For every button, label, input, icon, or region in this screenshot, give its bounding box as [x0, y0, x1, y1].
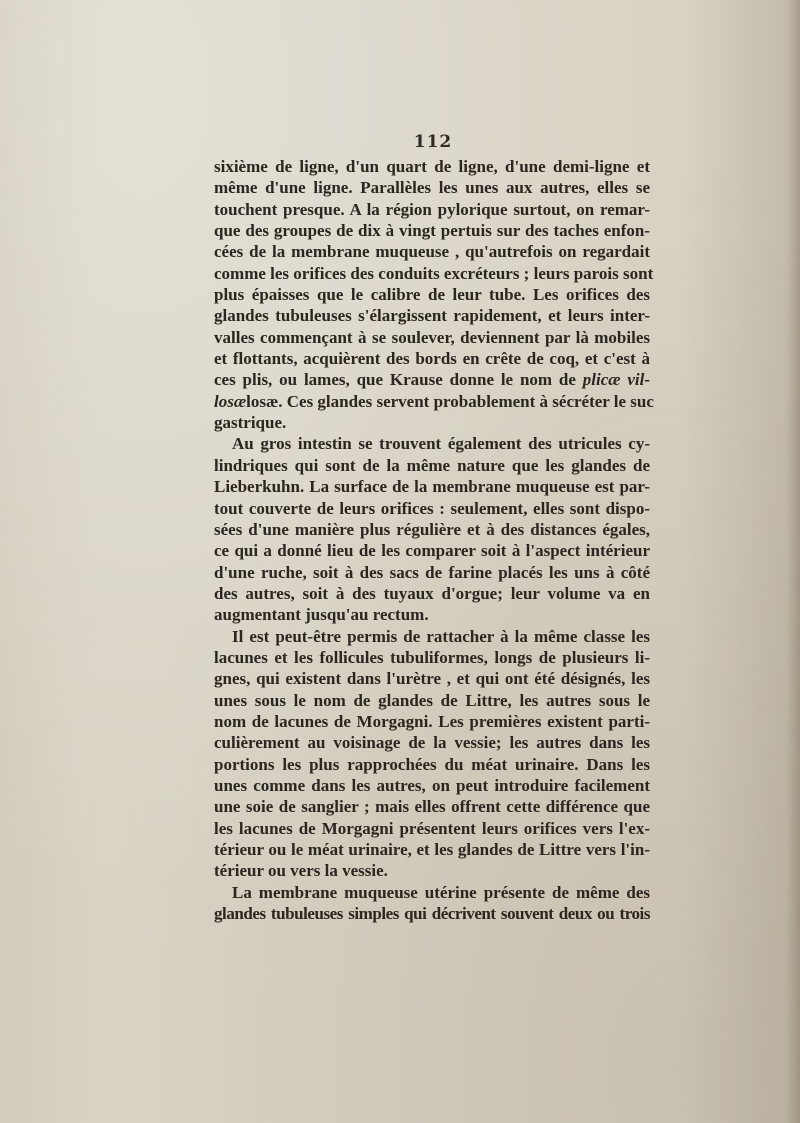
text-line: les lacunes de Morgagni présentent leurs orifices vers l'ex-	[214, 818, 650, 838]
text-line: tout couverte de leurs orifices : seulement, elles sont dispo-	[214, 498, 650, 518]
text-line: glandes tubuleuses simples qui décrivent souvent deux ou trois	[214, 904, 650, 924]
text-line: plus épaisses que le calibre de leur tube. Les orifices des	[214, 285, 650, 305]
text-line: d'une ruche, soit à des sacs de farine placés les uns à côté	[214, 562, 650, 582]
text-line: sixième de ligne, d'un quart de ligne, d'une demi-ligne et	[214, 157, 650, 176]
text-line: unes comme dans les autres, on peut introduire facilement	[214, 775, 650, 795]
text-line: unes sous le nom de glandes de Littre, les autres sous le	[214, 690, 650, 710]
text-line: même d'une ligne. Parallèles les unes aux autres, elles se	[214, 178, 650, 198]
text-line: glandes tubuleuses s'élargissent rapidement, et leurs inter-	[214, 306, 650, 326]
body-text	[214, 156, 654, 924]
text-line-part: ces plis, ou lames, que Krause donne le nom de	[214, 370, 576, 390]
text-line: des autres, soit à des tuyaux d'orgue; leur volume va en	[214, 583, 650, 603]
text-line: cées de la membrane muqueuse , qu'autrefois on regardait	[214, 242, 650, 262]
page-number: 112	[413, 132, 453, 152]
page-edge-shadow	[786, 0, 800, 1123]
text-line: La membrane muqueuse utérine présente de même des	[232, 882, 650, 902]
text-line: gastrique.	[214, 413, 287, 433]
text-line: et flottants, acquièrent des bords en crête de coq, et c'est à	[214, 349, 650, 369]
text-line: que des groupes de dix à vingt pertuis sur des taches enfon-	[214, 221, 650, 241]
text-line: ce qui a donné lieu de les comparer soit à l'aspect intérieur	[214, 541, 650, 561]
text-line: comme les orifices des conduits excréteurs ; leurs parois sont	[214, 263, 654, 283]
text-line: culièrement au voisinage de la vessie; les autres dans les	[214, 733, 650, 753]
text-line: portions les plus rapprochées du méat urinaire. Dans les	[214, 754, 650, 774]
text-line: lacunes et les follicules tubuliformes, longs de plusieurs li-	[214, 647, 650, 667]
text-line: Lieberkuhn. La surface de la membrane muqueuse est par-	[214, 477, 650, 497]
text-line: valles commençant à se soulever, deviennent par là mobiles	[214, 327, 650, 347]
text-line: touchent presque. A la région pylorique surtout, on remar-	[214, 199, 650, 219]
text-line: lindriques qui sont de la même nature que les glandes de	[214, 455, 650, 475]
text-line: une soie de sanglier ; mais elles offrent cette différence que	[214, 797, 650, 817]
italic-term: plicæ vil-	[582, 370, 651, 390]
text-line: nom de lacunes de Morgagni. Les premières existent parti-	[214, 711, 650, 731]
text-line: Au gros intestin se trouvent également des utricules cy-	[232, 434, 650, 454]
text-line-with-italic	[214, 391, 654, 412]
text-line: gnes, qui existent dans l'urètre , et qui ont été désignés, les	[214, 669, 650, 689]
text-line: sées d'une manière plus régulière et à des distances égales,	[214, 519, 650, 539]
text-line: térieur ou vers la vessie.	[214, 861, 388, 881]
italic-term: losæ	[214, 391, 247, 411]
text-line-part: losæ. Ces glandes servent probablement à sécréter le suc	[246, 391, 654, 411]
text-line: Il est peut-être permis de rattacher à la même classe les	[232, 626, 650, 646]
text-line: augmentant jusqu'au rectum.	[214, 605, 429, 625]
text-line: térieur ou le méat urinaire, et les glandes de Littre vers l'in-	[214, 840, 650, 859]
text-line-with-italic	[214, 369, 650, 390]
